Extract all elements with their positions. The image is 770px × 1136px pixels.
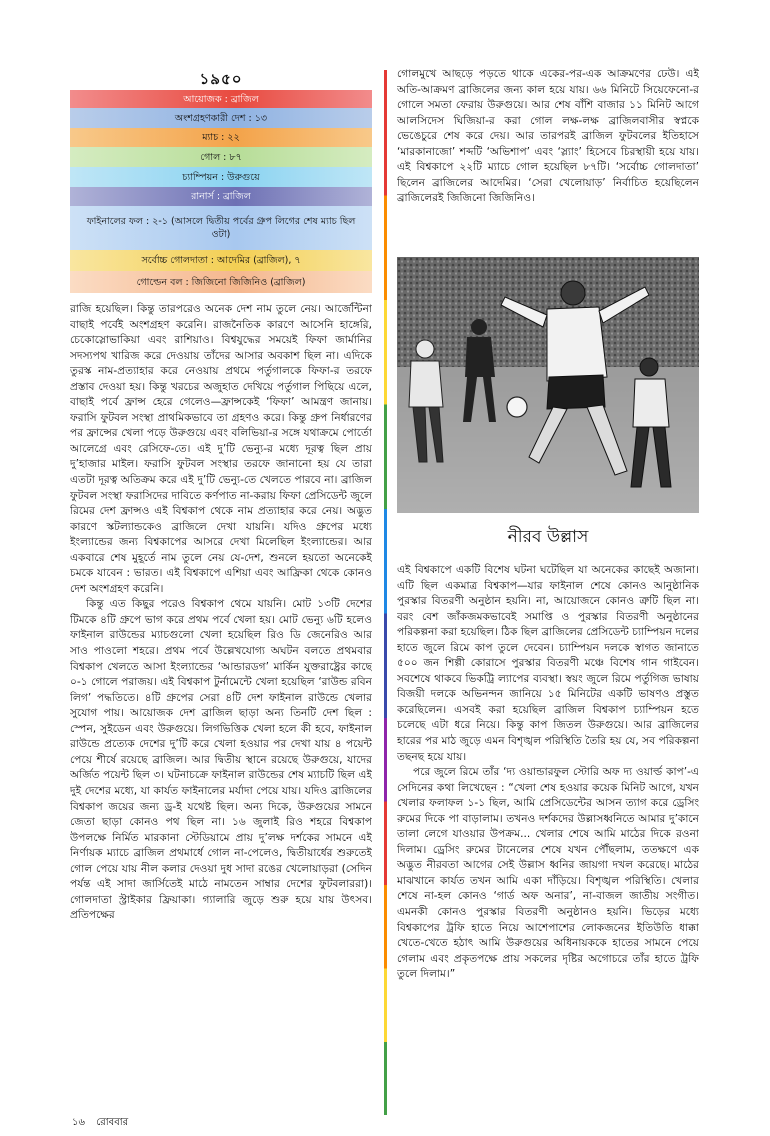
article-paragraph: গোলমুখে আছড়ে পড়তে থাকে একের-পর-এক আক্রমণের ঢেউ। এই অতি-আক্রমণ ব্রাজিলের জন্য কাল হয়ে যায়। ৬৬ মিনিটে সিয়েফেনো-র গোলে সমতা ফেরায় উরুগুয়ে। আর শেষ বাঁশি বাজার ১১ মিনিট আগে আলসিদেস ঘিজিয়া-র করা গোল লক্ষ-লক্ষ ব্রাজিলবাসীর স্বপ্নকে ভেঙেচুরে শেষ করে দেয়। আর তারপরই ব্রাজিল ফুটবলের ইতিহাসে ‘মারকানাজো’ শব্দটি ‘অভিশাপ’ এবং ‘স্ল্যাং’ হিসেবে চিরস্থায়ী হয়ে যায়। এই বিশ্বকাপে ২২টি ম্যাচে গোল হয়েছিল ৮৭টি। ‘সর্বোচ্চ গোলদাতা’ ছিলেন ব্রাজিলের আদেমির। ‘সেরা খেলোয়াড়’ নির্বাচিত হয়েছিলেন ব্রাজিলেরই জিজিনো জিজিনিও। (397, 68, 699, 205)
info-row-goals: গোল : ৮৭ (70, 147, 372, 167)
page-number: ১৬ (72, 1117, 85, 1128)
tournament-info-box (70, 68, 372, 293)
football-match-photo (397, 257, 699, 513)
section-heading: নীরব উল্লাস (507, 527, 589, 547)
color-stripe-divider (384, 70, 387, 1115)
info-row-participants: অংশগ্রহণকারী দেশ : ১৩ (70, 108, 372, 128)
info-row-golden-ball: গোল্ডেন বল : জিজিনো জিজিনিও (ব্রাজিল) (70, 271, 372, 293)
info-row-runner-up: রানার্স : ব্রাজিল (70, 187, 372, 206)
right-column-article-top (397, 67, 699, 251)
page-footer (72, 1116, 136, 1130)
article-paragraph: পরে জুলে রিমে তাঁর ‘দ্য ওয়ান্ডারফুল স্টোরি অফ দ্য ওয়ার্ল্ড কাপ’-এ সেদিনের কথা লিখেছেন : “খেলা শেষ হওয়ার কয়েক মিনিট আগে, যখন খেলার ফলাফল ১-১ ছিল, আমি প্রেসিডেন্টের আসন ত্যাগ করে ড্রেসিং রুমের দিকে পা বাড়ালাম। তখনও দর্শকদের উল্লাসধ্বনিতে আমার দু’কানে তালা লেগে যাওয়ার উপক্রম... খেলার শেষে আমি মাঠের দিকে রওনা দিলাম। ড্রেসিং রুমের টানেলের শেষে যখন পৌঁছলাম, ততক্ষণে এক অদ্ভুত নীরবতা আগের সেই উল্লাস ধ্বনির জায়গা দখল করেছে। মাঠের মাঝখানে কার্যত তখন আমি একা দাঁড়িয়ে। বিশৃঙ্খল পরিস্থিতি। খেলার শেষে না-হল কোনও ‘গার্ড অফ অনার’, না-বাজল জাতীয় সংগীত। এমনকী কোনও পুরস্কার বিতরণী অনুষ্ঠানও হয়নি। ভিড়ের মধ্যে বিশ্বকাপের ট্রফি হাতে নিয়ে আশেপাশের লোকজনের ইতিউতি ধাক্কা খেতে-খেতে হঠাৎ আমি উরুগুয়ের অধিনায়ককে হাতের সামনে পেয়ে গেলাম এবং প্রকৃতপক্ষে প্রায় সকলের দৃষ্টির অগোচরে তাঁর হাতে ট্রফি তুলে দিলাম।” (397, 766, 699, 981)
article-paragraph: কিন্তু এত কিছুর পরেও বিশ্বকাপ থেমে যায়নি। মোট ১৩টি দেশের টিমকে ৪টি গ্রুপে ভাগ করে প্রথম পর্বে খেলা হয়। মোট ভেন্যু ৬টি হলেও ফাইনাল রাউন্ডের ম্যাচগুলো খেলা হয়েছিল রিও ডি জেনেরিও আর সাও পাওলো শহরে। প্রথম পর্বে উল্লেখযোগ্য অঘটন বলতে প্রথমবার বিশ্বকাপ খেলতে আসা ইংল্যান্ডের ‘আন্ডারডগ’ মার্কিন যুক্তরাষ্ট্রের কাছে ০-১ গোলে পরাজয়। এই বিশ্বকাপ টুর্নামেন্টে খেলা হয়েছিল ‘রাউন্ড রবিন লিগ’ পদ্ধতিতে। ৪টি গ্রুপের সেরা ৪টি দেশ ফাইনাল রাউন্ডে খেলার সুযোগ পায়। আয়োজক দেশ ব্রাজিল ছাড়া অন্য তিনটি দেশ ছিল : স্পেন, সুইডেন এবং উরুগুয়ে। লিগভিত্তিক খেলা হলে কী হবে, ফাইনাল রাউন্ডে প্রত্যেক দেশের দু’টি করে খেলা হওয়ার পর দেখা যায় ৪ পয়েন্ট পেয়ে শীর্ষে রয়েছে ব্রাজিল। আর দ্বিতীয় স্থানে রয়েছে উরুগুয়ে, যাদের অর্জিত পয়েন্ট ছিল ৩। ঘটনাচক্রে ফাইনাল রাউন্ডের শেষ ম্যাচটি ছিল এই দুই দেশের মধ্যে, যা কার্যত ফাইনালের মর্যাদা পেয়ে যায়। যদিও ব্রাজিলের বিশ্বকাপ জয়ের জন্য ড্র-ই যথেষ্ট ছিল। অন্য দিকে, উরুগুয়ের সামনে জেতা ছাড়া কোনও পথ ছিল না। ১৬ জুলাই রিও শহরে বিশ্বকাপ উপলক্ষে নির্মিত মারকানা স্টেডিয়ামে প্রায় দু’লক্ষ দর্শকের সামনে এই নির্ণায়ক ম্যাচে ব্রাজিল প্রথমার্ধে গোল না-পেলেও, দ্বিতীয়ার্ধের শুরুতেই গোল পেয়ে যায় নীল কলার দেওয়া দুধ সাদা রঙের খেলোয়াড়রা (সেদিন পর্যন্ত এই সাদা জার্সিতেই মাঠে নামতেন সাম্বার দেশের ফুটবলাররা)। গোলদাতা স্ট্রাইকার ফ্রিয়াকা। গ্যালারি জুড়ে শুরু হয়ে যায় উৎসব। প্রতিপক্ষের (70, 598, 372, 922)
info-row-matches: ম্যাচ : ২২ (70, 128, 372, 147)
info-row-final-result: ফাইনালের ফল : ২-১ (আসলে দ্বিতীয় পর্বের গ্রুপ লিগের শেষ ম্যাচ ছিল ওটা) (70, 206, 372, 250)
article-paragraph: রাজি হয়েছিল। কিন্তু তারপরেও অনেক দেশ নাম তুলে নেয়। আর্জেন্টিনা বাছাই পর্বেই অংশগ্রহণ করেনি। রাজনৈতিক কারণে আসেনি হাঙ্গেরি, চেকোস্লোভাকিয়া এবং রাশিয়াও। বিশ্বযুদ্ধের সময়েই ফিফা জার্মানির সদস্যপথ খারিজ করে দেওয়ায় তাঁদের আসার অবকাশ ছিল না। এদিকে তুরস্ক নাম-প্রত্যাহার করে নেওয়ায় প্রথমে পর্তুগালকে ফিফা-র তরফে প্রস্তাব দেওয়া হয়। কিন্তু খরচের অজুহাত দেখিয়ে পর্তুগাল পিছিয়ে এলে, বাছাই পর্বে ফ্রান্স হেরে গেলেও—ফ্রান্সকেই ‘ফিফা’ আমন্ত্রণ জানায়। ফরাসি ফুটবল সংস্থা প্রাথমিকভাবে তা গ্রহণও করে। কিন্তু গ্রুপ নির্ধারণের পর ফ্রান্সের খেলা পড়ে উরুগুয়ে এবং বলিভিয়া-র সঙ্গে যথাক্রমে পোর্তো আলেগ্রে এবং রেসিফে-তে। এই দু’টি ভেন্যু-র মধ্যে দূরত্ব ছিল প্রায় দু’হাজার মাইল। ফরাসি ফুটবল সংস্থার তরফে জানানো হয় যে তারা এতটা দূরত্ব অতিক্রম করে এই দু’টি ভেন্যু-তে খেলতে পারবে না। ব্রাজিল ফুটবল সংস্থা ফরাসিদের দাবিতে কর্ণপাত না-করায় ফিফা প্রেসিডেন্ট জুলে রিমের দেশ ফ্রান্সও এই বিশ্বকাপ থেকে নাম প্রত্যাহার করে নেয়। অদ্ভুত কারণে স্কটল্যান্ডকেও ব্রাজিলে দেখা যায়নি। যদিও গ্রুপের মধ্যে ইংল্যান্ডের জন্য বিশ্বকাপের আসরে দেখা মিলেছিল ইংল্যান্ডের। আর একবারে শেষ মুহূর্তে নাম তুলে নেয় যে-দেশ, শুনলে হয়তো অনেকেই চমকে যাবেন : ভারত। এই বিশ্বকাপে এশিয়া এবং আফ্রিকা থেকে কোনও দেশ অংশগ্রহণ করেনি। (70, 303, 372, 595)
right-column-article-bottom (397, 563, 699, 1103)
left-column-article (70, 302, 372, 1112)
article-paragraph: এই বিশ্বকাপে একটি বিশেষ ঘটনা ঘটেছিল যা অনেকের কাছেই অজানা। এটি ছিল একমাত্র বিশ্বকাপ—যার ফাইনাল শেষে কোনও আনুষ্ঠানিক পুরস্কার বিতরণী অনুষ্ঠান হয়নি। না, আয়োজনে কোনও ত্রুটি ছিল না। বরং বেশ জাঁকজমকভাবেই সমাপ্তি ও পুরস্কার বিতরণী অনুষ্ঠানের পরিকল্পনা করা হয়েছিল। ঠিক ছিল ব্রাজিলের প্রেসিডেন্ট চ্যাম্পিয়ন দলের হাতে জুলে রিমে কাপ তুলে দেবেন। চ্যাম্পিয়ন দলকে স্বাগত জানাতে ৫০০ জন শিল্পী কোরাসে পুরস্কার বিতরণী মঞ্চে বিশেষ গান গাইবেন। সবশেষে থাকবে ভিকট্রি ল্যাপের ব্যবস্থা। স্বয়ং জুলে রিমে পর্তুগিজ ভাষায় বিজয়ী দলকে অভিনন্দন জানিয়ে ১৫ মিনিটের একটি ভাষণও প্রস্তুত করেছিলেন। এসবই করা হয়েছিল ব্রাজিল বিশ্বকাপ চ্যাম্পিয়ন হতে চলেছে এটা ধরে নিয়ে। কিন্তু কাপ জিতল উরুগুয়ে। আর ব্রাজিলের হারের পর মাঠ জুড়ে এমন বিশৃঙ্খল পরিস্থিতি তৈরি হয় যে, সব পরিকল্পনা তছনছ হয়ে যায়। (397, 564, 699, 763)
info-row-champion: চ্যাম্পিয়ন : উরুগুয়ে (70, 167, 372, 187)
info-row-top-scorer: সর্বোচ্চ গোলদাতা : আদেমির (ব্রাজিল), ৭ (70, 250, 372, 271)
info-year: ১৯৫০ (199, 70, 243, 88)
section-name: রোববার (96, 1117, 129, 1128)
info-row-host: আয়োজক : ব্রাজিল (70, 90, 372, 108)
